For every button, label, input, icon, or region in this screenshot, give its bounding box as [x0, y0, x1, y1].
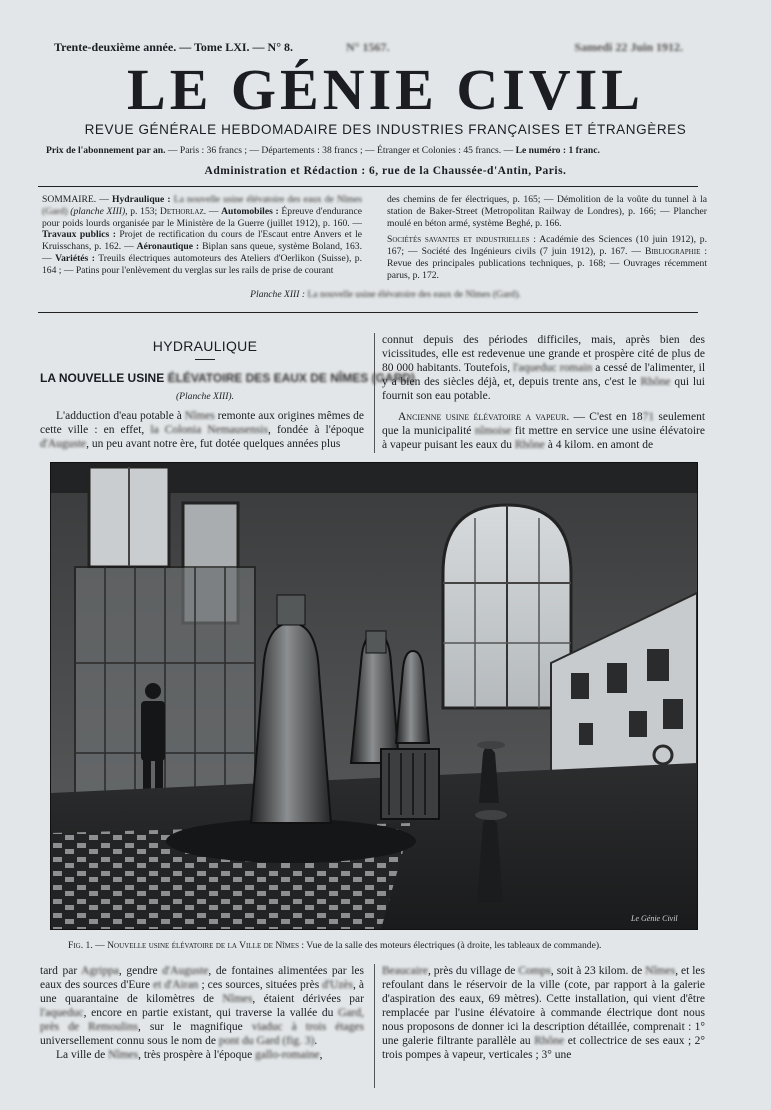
text-run: , fondée à l'époque [267, 424, 365, 436]
price-list: — Paris : 36 francs ; — Départements : 38 francs ; — Étranger et Colonies : 45 francs. — [165, 145, 516, 156]
text-run: qui lui fournit son eau potable. [382, 376, 705, 402]
col1-paragraph-2 [40, 964, 364, 1062]
text-run: la Colonia Nemausensis [150, 424, 268, 436]
journal-subtitle: REVUE GÉNÉRALE HEBDOMADAIRE DES INDUSTRIES FRANÇAISES ET ÉTRANGÈRES [84, 122, 687, 137]
headline-obscured: ÉLÉVATOIRE DES EAUX DE NÎMES (GARD) [164, 371, 415, 385]
text-run: Épreuve d'endurance pour poids lourds organisée par le Ministère de la Guerre (juillet 1912), p. 160. — [42, 205, 362, 229]
text-run: , et les refoulant dans le réservoir de la ville (cote, par rapport à la galerie d'aspiration des eaux, 69 mètres). Cette installation, qui vient d'être remplacée par l'usine élévatoire à commande électrique dont nous nous proposons de donner ici la description détaillée, comprenait : 1° une galerie filtrante parallèle au [382, 965, 705, 1047]
text-run: Dethorlaz. [159, 205, 207, 217]
text-run: , près du village de [427, 965, 519, 977]
text-run: nîmoise [474, 425, 512, 437]
issue-number: N° 1567. [346, 40, 390, 54]
text-run: Travaux publics : [42, 229, 116, 241]
col2-paragraph-1 [382, 333, 705, 452]
text-run: Bibliographie : [644, 246, 707, 258]
summary-label: SOMMAIRE. [42, 194, 97, 205]
administration-address: Administration et Rédaction : 6, rue de la Chaussée-d'Antin, Paris. [204, 165, 567, 177]
planche-title: La nouvelle usine élévatoire des eaux de Nîmes (Gard). [305, 289, 521, 300]
number-price: Le numéro : 1 franc. [515, 145, 600, 156]
figure-caption [68, 940, 718, 951]
text-run: , p. 153; [125, 205, 160, 217]
text-run: , très prospère à l'époque [138, 1049, 256, 1061]
text-run: Sociétés savantes et industrielles : [387, 234, 536, 246]
text-run: Revue des principales publications techniques, p. 168; — Ouvrages récemment parus, p. 172. [387, 257, 707, 281]
text-run: d'Auguste [162, 965, 209, 977]
text-run: , étaient dérivées par [252, 993, 364, 1005]
article-headline [40, 371, 415, 385]
summary-left-column [42, 194, 362, 277]
text-run: universellement connu sous le nom de [40, 1035, 219, 1047]
text-run: l'aqueduc [40, 1007, 84, 1019]
text-run: Rhône [640, 376, 671, 388]
text-run: , soit à 23 kilom. de [550, 965, 646, 977]
edition-info: Trente-deuxième année. — Tome LXI. — N° 8. [54, 40, 294, 54]
text-run: La ville de [56, 1049, 109, 1061]
text-run: Agrippa [81, 965, 119, 977]
text-run: La nouvelle usine élévatoire des eaux de Nîmes (Gard) [42, 194, 362, 217]
text-run: Treuils électriques automoteurs des Ateliers d'Oerlikon (Suisse), p. 164 ; — Patins pour l'enlèvement du verglas sur les rails de prise de courant [42, 252, 363, 276]
text-run: — [96, 194, 112, 205]
col2-paragraph-2 [382, 964, 705, 1062]
masthead-top-line [54, 40, 683, 56]
text-run: Gard, près de Remoulins [40, 1007, 364, 1033]
text-run: , à une quarantaine de kilomètres de [40, 979, 365, 1005]
text-run: — C'est en 18 [569, 411, 643, 423]
text-run: Nîmes [108, 1049, 139, 1061]
text-run: , [319, 1049, 323, 1061]
caption-label: Fig. 1. — Nouvelle usine élévatoire de la Ville de Nîmes : [68, 940, 305, 951]
text-run: Ancienne usine élévatoire a vapeur. [398, 411, 570, 423]
summary-divider [38, 312, 698, 313]
masthead-divider [38, 186, 698, 187]
summary-right-societies [387, 234, 707, 281]
article-planche-ref: (Planche XIII). [175, 391, 235, 402]
text-run: d'Auguste [40, 438, 87, 450]
col1-paragraph-1 [40, 409, 364, 451]
text-run: et d'Airan [153, 979, 199, 991]
summary-right-text: des chemins de fer électriques, p. 165; — Démolition de la voûte du tunnel à la station de Baker-Street (Metropolitan Railway de Londres), p. 166; — Plancher moulé en béton armé, système Beghé, p. 166. [387, 194, 707, 229]
text-run: L'adduction d'eau potable à [56, 410, 185, 422]
planche-line [0, 289, 771, 300]
text-run: — [206, 205, 222, 217]
text-run: , sur le magnifique [137, 1021, 252, 1033]
text-run: a cessé de l'alimenter, il y a bien des siècles déjà, et, depuis trente ans, c'est le [382, 362, 706, 388]
text-run: (planche XIII) [67, 205, 126, 217]
headline-visible: LA NOUVELLE USINE [40, 371, 165, 385]
text-run: d'Uzès [322, 979, 354, 991]
text-run: Hydraulique : [112, 194, 171, 205]
text-run: , gendre [118, 965, 163, 977]
price-label: Prix de l'abonnement par an. [46, 145, 166, 156]
figure-signature: Le Génie Civil [631, 914, 678, 923]
text-run: et collectrice de ses eaux ; 2° trois pompes à vapeur, verticales ; 3° une [382, 1035, 705, 1061]
text-run: connut depuis des périodes difficiles, mais, après bien des vicissitudes, elle est redevenue une grande et prospère cité de plus de 80 000 habitants. Toutefois, [382, 334, 705, 374]
issue-date: Samedi 22 Juin 1912. [574, 40, 683, 54]
caption-text: Vue de la salle des moteurs électriques (à droite, les tableaux de commande). [304, 940, 602, 951]
text-run: . [314, 1035, 318, 1047]
text-run: ; ces sources, situées près [198, 979, 323, 991]
planche-label: Planche XIII : [250, 289, 306, 300]
text-run: Nîmes [222, 993, 253, 1005]
subscription-prices [46, 145, 726, 156]
text-run: Rhône [534, 1035, 565, 1047]
text-run: Variétés : [55, 252, 95, 264]
text-run: Académie des Sciences (10 juin 1912), p. 167; — Société des Ingénieurs civils (7 juin 1912), p. 167. — [387, 234, 707, 258]
text-run: Rhône [514, 439, 545, 451]
journal-title: LE GÉNIE CIVIL [127, 57, 644, 122]
text-run: , encore en partie existant, qui traverse la vallée du [83, 1007, 339, 1019]
summary-right-column [387, 194, 707, 282]
column-divider-top [374, 333, 375, 453]
text-run: , de fontaines alimentées par les eaux des sources d'Eure [40, 965, 365, 991]
text-run: l'aqueduc romain [513, 362, 593, 374]
text-run: seulement que la municipalité [382, 411, 706, 437]
section-dash [195, 359, 215, 360]
text-run: 71 [642, 411, 655, 423]
text-run: à 4 kilom. en amont de [544, 439, 654, 451]
text-run: gallo-romaine [255, 1049, 320, 1061]
text-run: , un peu avant notre ère, fut dotée quelques années plus [86, 438, 341, 450]
figure-photograph [50, 462, 698, 930]
text-run: viaduc à trois étages [251, 1021, 364, 1033]
text-run: Beaucaire [382, 965, 428, 977]
text-run: tard par [40, 965, 82, 977]
text-run: remonte aux origines mêmes de cette ville : en effet, [40, 410, 364, 436]
section-heading: HYDRAULIQUE [152, 338, 258, 354]
engine-room-illustration [51, 463, 697, 929]
text-run: Automobiles : [221, 205, 279, 217]
text-run: Biplan sans queue, système Boland, 163. — [42, 241, 363, 264]
text-run: pont du Gard (fig. 3) [218, 1035, 315, 1047]
text-run: Nîmes [645, 965, 676, 977]
text-run: Aéronautique : [136, 241, 200, 253]
text-run: Nîmes [184, 410, 215, 422]
text-run: Projet de rectification du cours de l'Escaut entre Anvers et le Kruisschans, p. 162. — [42, 229, 362, 253]
text-run: fit mettre en service une usine élévatoire à vapeur puisant les eaux du [382, 425, 705, 451]
text-run: Comps [518, 965, 551, 977]
column-divider-bottom [374, 964, 375, 1088]
